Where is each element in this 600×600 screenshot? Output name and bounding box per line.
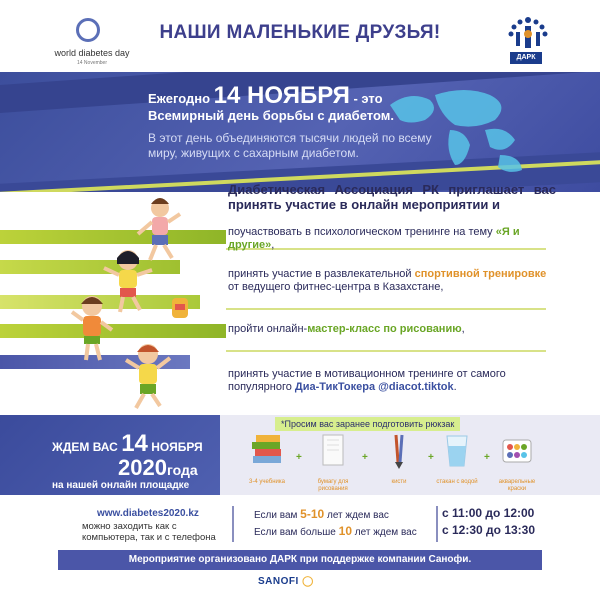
books-icon: [249, 432, 285, 472]
activity-item-drawing: [228, 323, 558, 336]
banner-suffix: - это: [353, 91, 383, 106]
time-slot-2: с 12:30 до 13:30: [442, 523, 536, 537]
item-highlight: мастер-класс по рисованию: [307, 323, 462, 335]
backpack-note: *Просим вас заранее подготовить рюкзак: [275, 417, 460, 431]
supply-label: акварельные краски: [498, 479, 536, 492]
item-text-end: ,: [461, 323, 465, 335]
divider: [436, 506, 438, 542]
item-text: пройти онлайн-: [228, 323, 308, 335]
activity-item-motivation: [228, 368, 558, 394]
time-slot-1: с 11:00 до 12:00: [442, 506, 535, 520]
activity-item-sport: [228, 268, 558, 294]
plus-sign: +: [428, 452, 434, 463]
sponsor-logo: [258, 576, 314, 587]
banner-line-2: Всемирный день борьбы с диабетом.: [148, 108, 394, 123]
website-note: можно заходить как с компьютера, так и с телефона: [82, 521, 216, 543]
supply-water: [430, 432, 484, 486]
supply-label: стакан с водой: [436, 479, 478, 485]
blue-circle-icon: [76, 18, 100, 42]
logo-name: world diabetes day: [54, 48, 130, 58]
item-text-end: от ведущего фитнес-центра в Казахстане,: [228, 281, 444, 293]
sponsor-name: SANOFI: [258, 576, 299, 587]
watercolor-palette-icon: [499, 432, 535, 472]
band-line-3: [226, 350, 546, 352]
water-glass-icon: [439, 432, 475, 472]
invitation-intro: Диабетическая Ассоциация РК приглашает вас принять участие в онлайн мероприятии и: [228, 182, 556, 212]
item-text: поучаствовать в психологическом тренинге на тему: [228, 226, 496, 238]
age-value: 10: [338, 524, 353, 538]
item-text-end: .: [453, 381, 457, 393]
event-place: на нашей онлайн площадке: [52, 480, 190, 491]
page-title: НАШИ МАЛЕНЬКИЕ ДРУЗЬЯ!: [159, 22, 441, 43]
age-pre: Если вам: [254, 510, 301, 521]
event-year: 2020: [118, 455, 167, 480]
world-diabetes-day-logo: [42, 18, 142, 78]
event-wait-line: [52, 430, 203, 458]
wait-label: ЖДЕМ ВАС: [52, 440, 118, 454]
band-line-2: [226, 308, 546, 310]
brushes-icon: [381, 432, 417, 472]
supply-label: кисти: [391, 479, 407, 485]
supply-watercolors: [490, 432, 544, 493]
plus-sign: +: [296, 452, 302, 463]
logo-date: 14 November: [76, 60, 107, 66]
supply-paper: [306, 432, 360, 493]
activity-item-psychology: [228, 226, 558, 252]
supply-label: бумагу для рисования: [317, 479, 349, 492]
age-post: лет ждем вас: [352, 527, 417, 538]
plus-sign: +: [362, 452, 368, 463]
organizer-note: Мероприятие организовано ДАРК при поддержке компании Санофи.: [58, 550, 542, 570]
item-text: принять участие в развлекательной: [228, 268, 415, 280]
event-month: НОЯБРЯ: [151, 440, 203, 454]
age-value: 5-10: [300, 507, 325, 521]
event-year-suffix: года: [166, 462, 198, 478]
sponsor-swirl-icon: ◯: [302, 576, 314, 587]
supply-books: [240, 432, 294, 486]
age-row-2: [254, 524, 417, 538]
item-highlight: «Я и другие»: [228, 226, 520, 251]
supply-label: 3-4 учебника: [249, 479, 285, 485]
banner-line-1: [148, 82, 383, 110]
paper-icon: [315, 432, 351, 472]
plus-sign: +: [484, 452, 490, 463]
item-text-end: ,: [271, 239, 275, 251]
age-post: лет ждем вас: [324, 510, 389, 521]
kids-illustration: [60, 190, 210, 415]
age-pre: Если вам больше: [254, 527, 339, 538]
banner-date: 14 НОЯБРЯ: [213, 82, 350, 109]
item-highlight: спортивной тренировке: [414, 268, 547, 280]
banner-prefix: Ежегодно: [148, 91, 211, 106]
item-text: принять участие в мотивационном тренинге от самого популярного: [228, 368, 506, 393]
divider: [232, 506, 234, 542]
dark-logo-label: ДАРК: [510, 52, 542, 64]
supply-brushes: [372, 432, 426, 486]
banner-line-3: В этот день объединяются тысячи людей по всему миру, живущих с сахарным диабетом.: [148, 131, 432, 160]
age-row-1: [254, 507, 389, 521]
event-day: 14: [121, 430, 148, 457]
item-highlight: Диа-ТикТокера @diacot.tiktok: [294, 381, 454, 393]
website-link[interactable]: www.diabetes2020.kz: [97, 508, 199, 519]
event-year-line: [118, 455, 198, 481]
